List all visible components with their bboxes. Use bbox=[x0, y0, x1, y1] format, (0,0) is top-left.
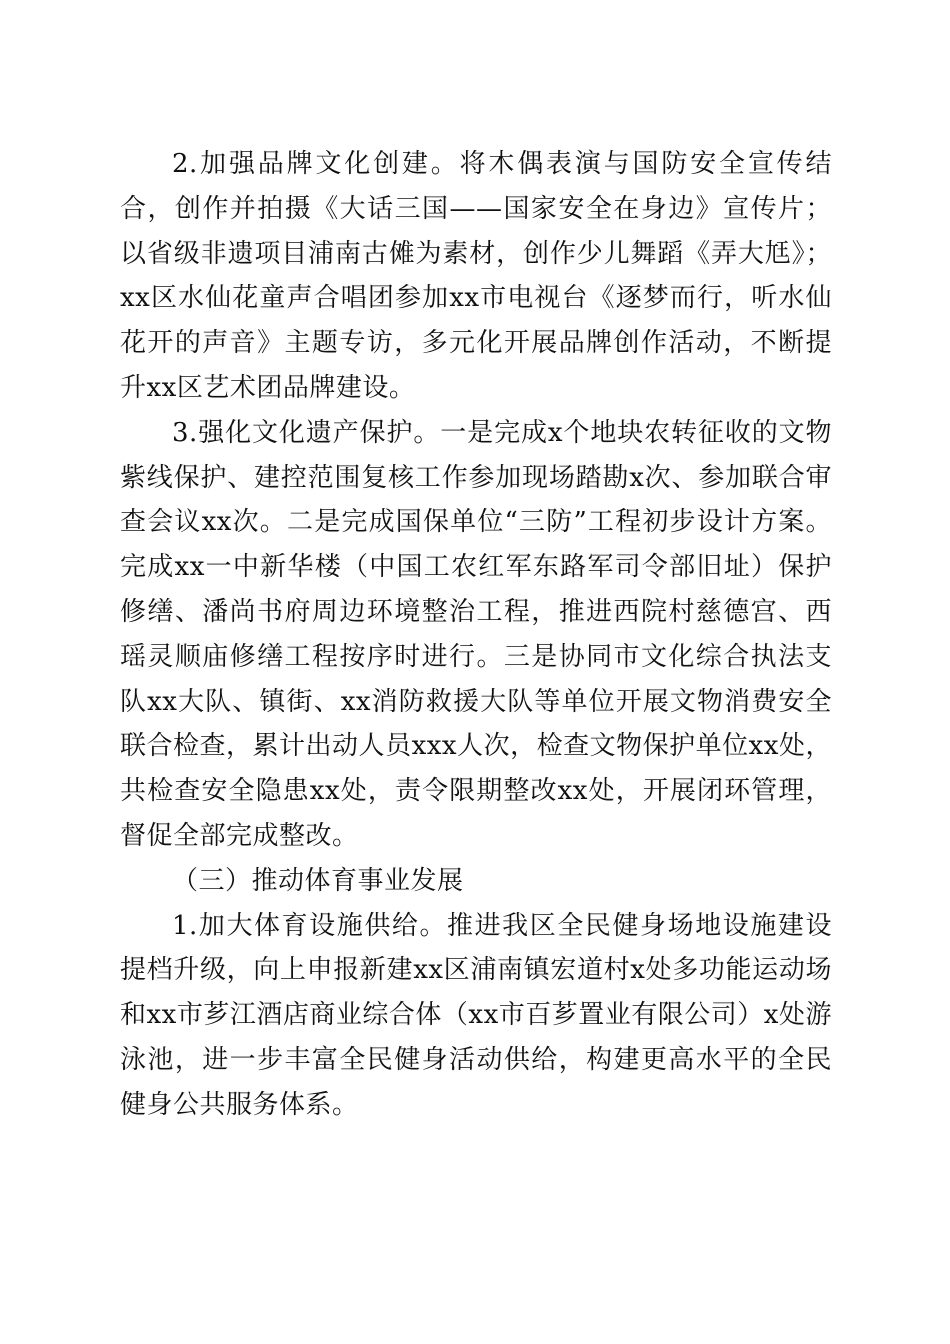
section-heading-sports: （三）推动体育事业发展 bbox=[172, 865, 464, 896]
paragraph-sports-facilities: 1.加大体育设施供给。推进我区全民健身场地设施建设提档升级，向上申报新建xx区浦南镇宏道村x处多功能运动场和xx市芗江酒店商业综合体（xx市百芗置业有限公司）x处游泳池，进一步丰富全民健身活动供给，构建更高水平的全民健身公共服务体系。 bbox=[120, 910, 832, 1120]
paragraph-brand-culture: 2.加强品牌文化创建。将木偶表演与国防安全宣传结合，创作并拍摄《大话三国——国家安全在身边》宣传片；以省级非遗项目浦南古傩为素材，创作少儿舞蹈《弄大尪》；xx区水仙花童声合唱团参加xx市电视台《逐梦而行，听水仙花开的声音》主题专访，多元化开展品牌创作活动，不断提升xx区艺术团品牌建设。 bbox=[120, 149, 832, 403]
document-body bbox=[120, 142, 832, 1128]
paragraph-heritage-protection: 3.强化文化遗产保护。一是完成x个地块农转征收的文物紫线保护、建控范围复核工作参加现场踏勘x次、参加联合审查会议xx次。二是完成国保单位“三防”工程初步设计方案。完成xx一中新华楼（中国工农红军东路军司令部旧址）保护修缮、潘尚书府周边环境整治工程，推进西院村慈德宫、西瑶灵顺庙修缮工程按序时进行。三是协同市文化综合执法支队xx大队、镇街、xx消防救援大队等单位开展文物消费安全联合检查，累计出动人员xxx人次，检查文物保护单位xx处，共检查安全隐患xx处，责令限期整改xx处，开展闭环管理，督促全部完成整改。 bbox=[120, 417, 832, 851]
